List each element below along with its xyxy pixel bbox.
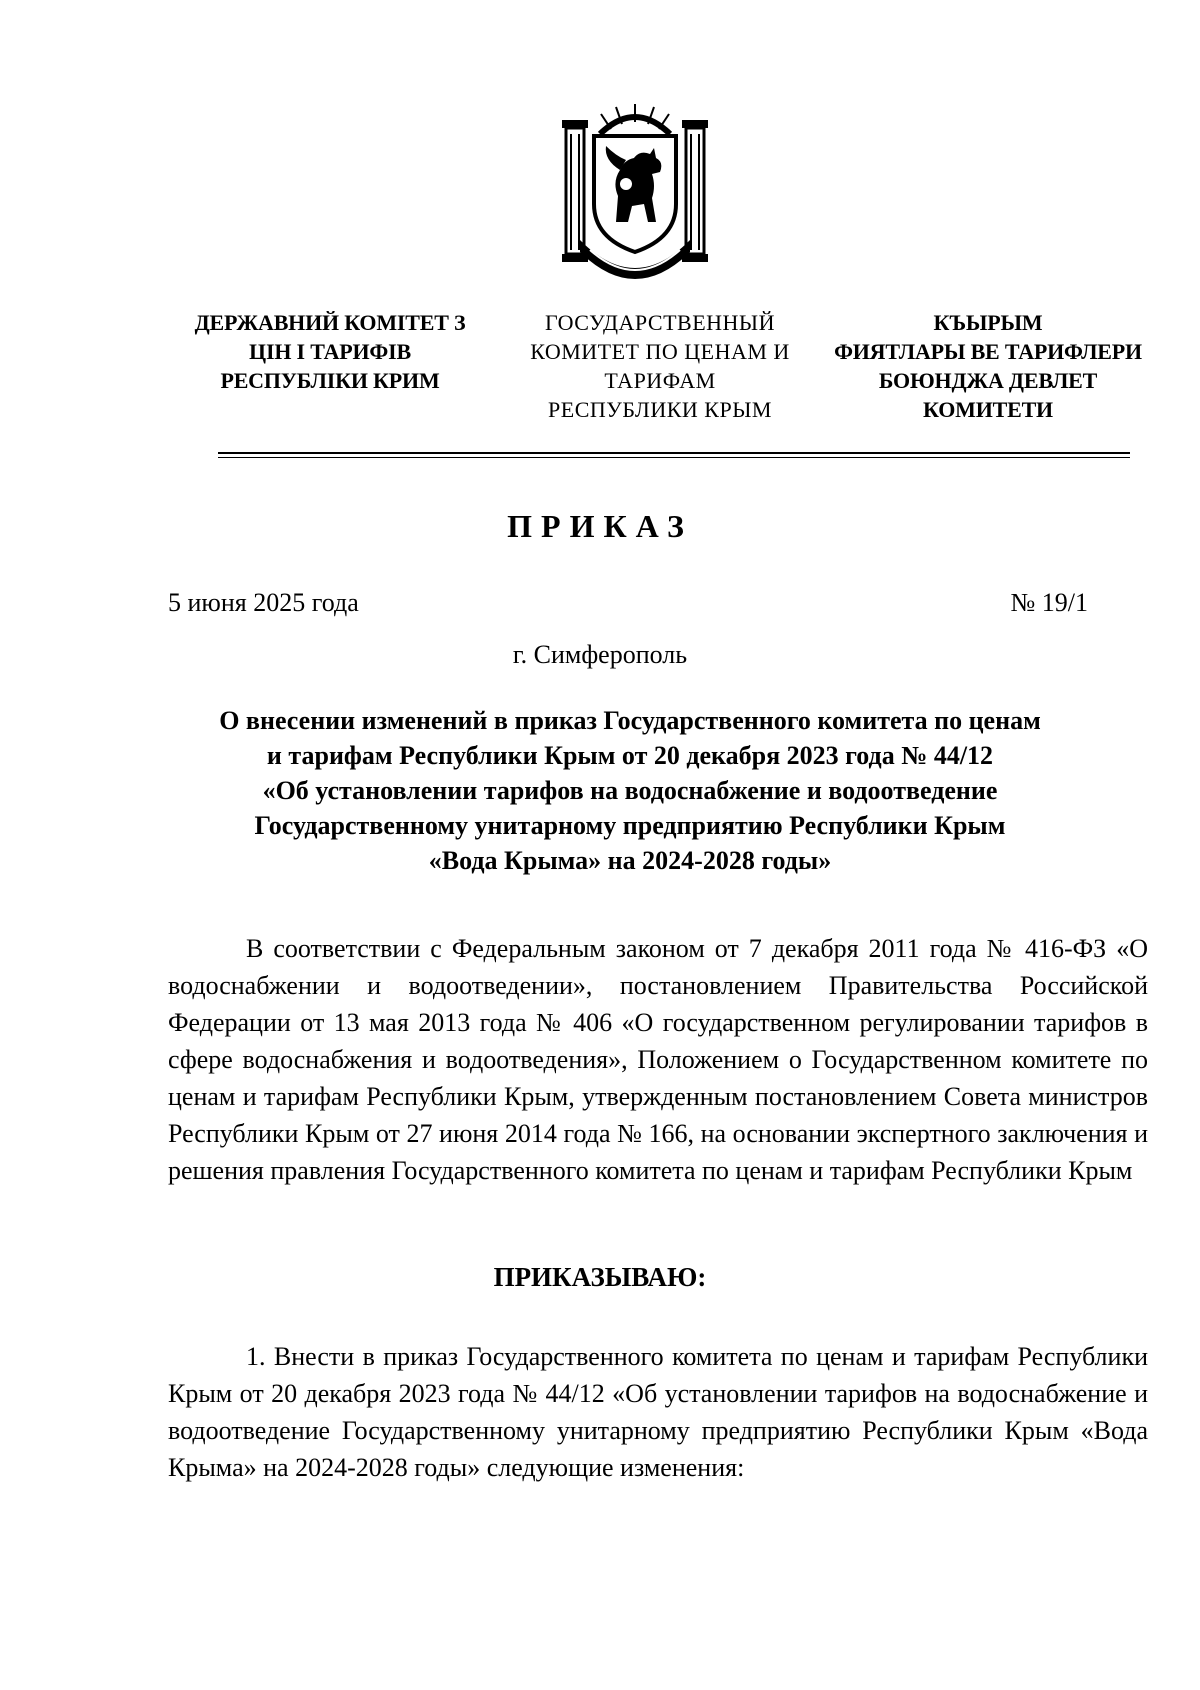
header-divider-thin (218, 457, 1130, 458)
committee-name-russian: ГОСУДАРСТВЕННЫЙ КОМИТЕТ ПО ЦЕНАМ И ТАРИФАМ РЕСПУБЛИКИ КРЫМ (530, 310, 790, 422)
order-item-1: 1. Внести в приказ Государственного комитета по ценам и тарифам Республики Крым от 20 декабря 2023 года № 44/12 «Об установлении тарифов на водоснабжение и водоотведение Государственному унитарному предприятию Республики Крым «Вода Крыма» на 2024-2028 годы» следующие изменения: (168, 1342, 1148, 1482)
document-date: 5 июня 2025 года (168, 588, 359, 617)
committee-name-crimean-tatar: КЪЫРЫМ ФИЯТЛАРЫ ВЕ ТАРИФЛЕРИ БОЮНДЖА ДЕВЛЕТ КОМИТЕТИ (834, 310, 1142, 422)
header-divider-thick (218, 452, 1130, 454)
document-title: ПРИКАЗ (507, 508, 693, 544)
coat-of-arms-icon (560, 100, 710, 280)
preamble-paragraph: В соответствии с Федеральным законом от 7 декабря 2011 года № 416-ФЗ «О водоснабжении и водоотведении», постановлением Правительства Российской Федерации от 13 мая 2013 года № 406 «О государственном регулировании тарифов в сфере водоснабжения и водоотведения», Положением о Государственном комитете по ценам и тарифам Республики Крым, утвержденным постановлением Совета министров Республики Крым от 27 июня 2014 года № 166, на основании экспертного заключения и решения правления Государственного комитета по ценам и тарифам Республики Крым (168, 934, 1148, 1185)
committee-name-ukrainian: ДЕРЖАВНИЙ КОМІТЕТ З ЦІН І ТАРИФІВ РЕСПУБЛІКИ КРИМ (194, 310, 466, 393)
document-city: г. Симферополь (512, 640, 688, 669)
order-heading: ПРИКАЗЫВАЮ: (493, 1262, 707, 1292)
document-subject: О внесении изменений в приказ Государственного комитета по ценам и тарифам Республики Крым от 20 декабря 2023 года № 44/12 «Об установлении тарифов на водоснабжение и водоотведение Государственному унитарному предприятию Республики Крым «Вода Крыма» на 2024-2028 годы» (219, 706, 1041, 875)
document-number: № 19/1 (1010, 588, 1088, 617)
